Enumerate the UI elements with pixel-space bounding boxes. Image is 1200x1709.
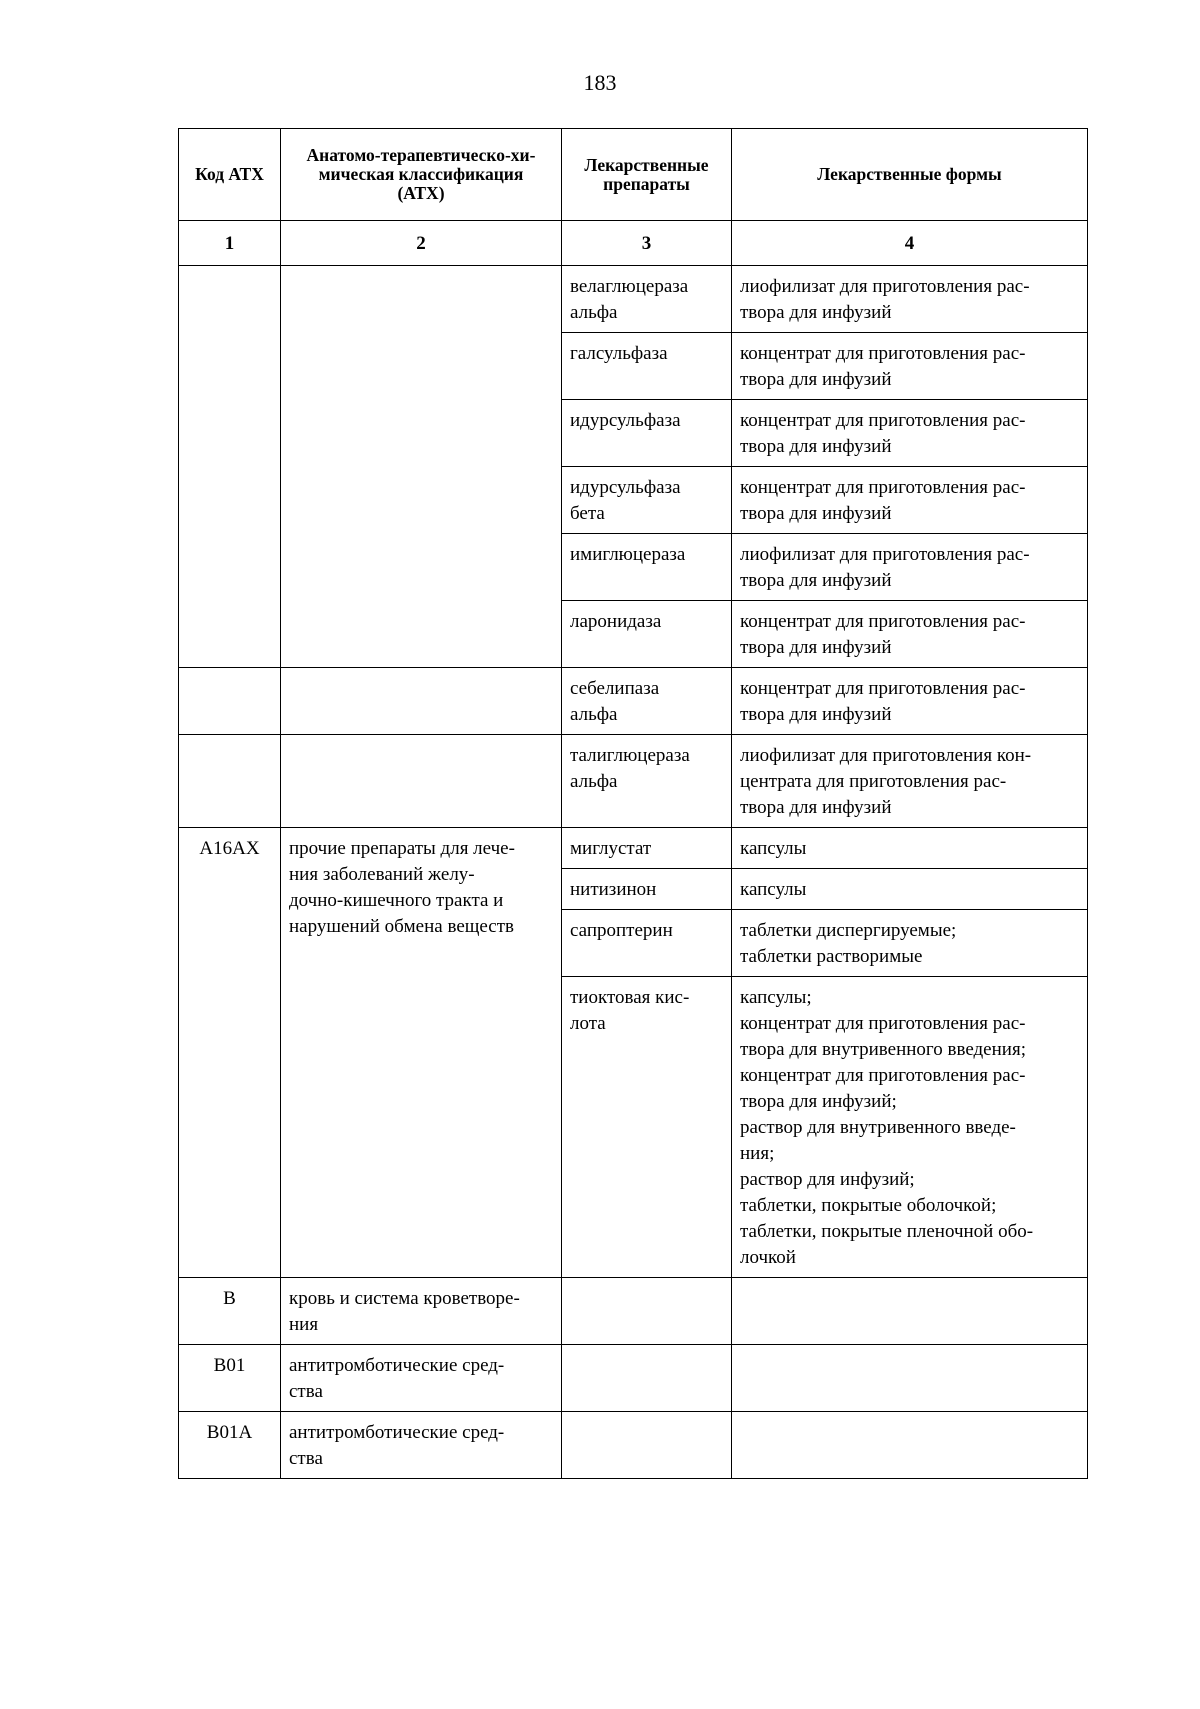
dosage-forms-cell: лиофилизат для приготовления рас- твора для инфузий (732, 266, 1088, 333)
dosage-forms-cell: капсулы (732, 828, 1088, 869)
atc-code-cell: A16AX (179, 828, 281, 1278)
dosage-forms-cell (732, 1412, 1088, 1479)
column-number: 2 (281, 221, 562, 266)
atc-classification-cell: антитромботические сред- ства (281, 1412, 562, 1479)
table-row (179, 1412, 1088, 1479)
header-atc-classification: Анатомо-терапевтическо-хи- мическая классификация (АТХ) (281, 129, 562, 221)
drug-name-cell: имиглюцераза (562, 534, 732, 601)
dosage-forms-cell (732, 1345, 1088, 1412)
table-row (179, 828, 1088, 869)
atc-code-cell (179, 735, 281, 828)
atc-table (178, 128, 1088, 1479)
atc-classification-cell: прочие препараты для лече- ния заболеваний желу- дочно-кишечного тракта и нарушений обмена веществ (281, 828, 562, 1278)
dosage-forms-cell (732, 1278, 1088, 1345)
atc-classification-cell: кровь и система кроветворе- ния (281, 1278, 562, 1345)
drug-name-cell: идурсульфаза (562, 400, 732, 467)
drug-name-cell: велаглюцераза альфа (562, 266, 732, 333)
table-header-row (179, 129, 1088, 221)
dosage-forms-cell: капсулы; концентрат для приготовления рас- твора для внутривенного введения; концентрат для приготовления рас- твора для инфузий; раствор для внутривенного введе- ния; раствор для инфузий; таблетки, покрытые оболочкой; таблетки, покрытые пленочной обо- лочкой (732, 977, 1088, 1278)
header-drugs: Лекарственные препараты (562, 129, 732, 221)
dosage-forms-cell: концентрат для приготовления рас- твора для инфузий (732, 400, 1088, 467)
drug-name-cell: талиглюцераза альфа (562, 735, 732, 828)
atc-code-cell: B01 (179, 1345, 281, 1412)
dosage-forms-cell: лиофилизат для приготовления рас- твора для инфузий (732, 534, 1088, 601)
table-row (179, 266, 1088, 333)
drug-name-cell: нитизинон (562, 869, 732, 910)
atc-code-cell: B01A (179, 1412, 281, 1479)
page-number: 183 (583, 70, 617, 95)
atc-code-cell: B (179, 1278, 281, 1345)
drug-name-cell: галсульфаза (562, 333, 732, 400)
column-number: 4 (732, 221, 1088, 266)
drug-name-cell: себелипаза альфа (562, 668, 732, 735)
drug-name-cell: сапроптерин (562, 910, 732, 977)
drug-name-cell: миглустат (562, 828, 732, 869)
dosage-forms-cell: лиофилизат для приготовления кон- центрата для приготовления рас- твора для инфузий (732, 735, 1088, 828)
table-row (179, 735, 1088, 828)
column-number-row (179, 221, 1088, 266)
drug-name-cell (562, 1278, 732, 1345)
dosage-forms-cell: концентрат для приготовления рас- твора для инфузий (732, 467, 1088, 534)
column-number: 1 (179, 221, 281, 266)
dosage-forms-cell: капсулы (732, 869, 1088, 910)
drug-name-cell: идурсульфаза бета (562, 467, 732, 534)
atc-classification-cell (281, 668, 562, 735)
drug-name-cell: тиоктовая кис- лота (562, 977, 732, 1278)
drug-name-cell (562, 1345, 732, 1412)
dosage-forms-cell: концентрат для приготовления рас- твора для инфузий (732, 668, 1088, 735)
dosage-forms-cell: концентрат для приготовления рас- твора для инфузий (732, 333, 1088, 400)
atc-classification-cell (281, 735, 562, 828)
header-dosage-forms: Лекарственные формы (732, 129, 1088, 221)
table-row (179, 668, 1088, 735)
table-row (179, 1278, 1088, 1345)
table-row (179, 1345, 1088, 1412)
drug-name-cell: ларонидаза (562, 601, 732, 668)
atc-code-cell (179, 266, 281, 668)
table-body (179, 221, 1088, 1479)
column-number: 3 (562, 221, 732, 266)
dosage-forms-cell: таблетки диспергируемые; таблетки растворимые (732, 910, 1088, 977)
drug-name-cell (562, 1412, 732, 1479)
atc-classification-cell: антитромботические сред- ства (281, 1345, 562, 1412)
dosage-forms-cell: концентрат для приготовления рас- твора для инфузий (732, 601, 1088, 668)
atc-classification-cell (281, 266, 562, 668)
header-atc-code: Код АТХ (179, 129, 281, 221)
atc-code-cell (179, 668, 281, 735)
